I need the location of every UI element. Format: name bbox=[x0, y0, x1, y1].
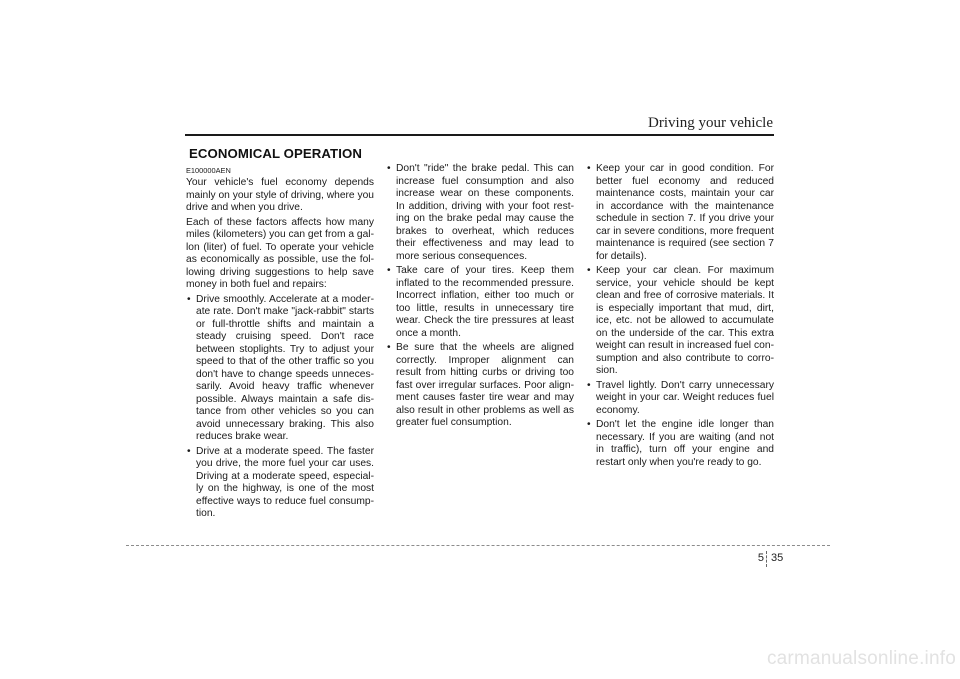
paragraph: Your vehicle's fuel economy depends mainly on your style of driving, where you drive and when you drive. bbox=[186, 177, 375, 213]
column-3 bbox=[586, 163, 774, 471]
tips-list bbox=[586, 163, 774, 469]
list-item: • Take care of your tires. Keep them inflated to the recommended pressure. Incorrect inflation, either too much or too little, results in unnecessary tire wear. Check the tire pressures at least once a month. bbox=[386, 265, 574, 340]
section-code: E100000AEN bbox=[186, 166, 231, 175]
tips-list bbox=[386, 163, 574, 430]
list-item: • Drive at a moderate speed. The faster you drive, the more fuel your car uses. Driving at a moderate speed, especial-ly on the highway, is one of the most effective ways to reduce fuel consump-tion. bbox=[186, 446, 374, 521]
list-item: • Keep your car clean. For maximum service, your vehicle should be kept clean and free of corrosive materials. It is especially important that mud, dirt, ice, etc. not be allowed to accumulate on the underside of the car. This extra weight can result in increased fuel con-sumption and also contribute to corro-sion. bbox=[586, 265, 774, 378]
column-2 bbox=[386, 163, 574, 432]
header-rule bbox=[185, 134, 774, 136]
paragraph: Each of these factors affects how many miles (kilometers) you can get from a gal-lon (liter) of fuel. To operate your vehicle as economically as possible, use the fol-lowing driving suggestions to help save money in both fuel and repairs: bbox=[186, 216, 374, 290]
list-item: • Be sure that the wheels are aligned correctly. Improper alignment can result from hitting curbs or driving too fast over irregular surfaces. Poor align-ment causes faster tire wear and may also result in other problems as well as greater fuel consumption. bbox=[386, 342, 574, 430]
tips-list bbox=[186, 294, 374, 521]
list-item: • Drive smoothly. Accelerate at a moder-ate rate. Don't make "jack-rabbit" starts or full-throttle shifts and maintain a steady cruising speed. Don't race between stoplights. Try to adjust your speed to that of the other traffic so you don't have to change speeds unneces-sarily. Avoid heavy traffic whenever possible. Always maintain a safe dis-tance from other vehicles so you can avoid unnecessary braking. This also reduces brake wear. bbox=[186, 294, 374, 444]
watermark: carmanualsonline.info bbox=[766, 648, 956, 669]
header-title: Driving your vehicle bbox=[648, 115, 773, 131]
footer-separator bbox=[766, 551, 767, 567]
list-item: • Don't "ride" the brake pedal. This can increase fuel consumption and also increase wear on these components. In addition, driving with your foot rest-ing on the brake pedal may cause the brakes to overheat, which reduces their effectiveness and may lead to more serious consequences. bbox=[386, 163, 574, 263]
section-number: 5 bbox=[757, 552, 764, 564]
list-item: • Keep your car in good condition. For better fuel economy and reduced maintenance costs, maintain your car in accordance with the maintenance schedule in section 7. If you drive your car in severe conditions, more frequent maintenance is required (see section 7 for details). bbox=[586, 163, 774, 263]
column-1 bbox=[186, 163, 374, 523]
list-item: • Travel lightly. Don't carry unnecessary weight in your car. Weight reduces fuel economy. bbox=[586, 380, 774, 418]
list-item: • Don't let the engine idle longer than necessary. If you are waiting (and not in traffic), turn off your engine and restart only when you're ready to go. bbox=[586, 419, 774, 469]
section-title: ECONOMICAL OPERATION bbox=[189, 146, 362, 161]
footer-rule bbox=[126, 545, 830, 546]
page-number: 35 bbox=[771, 552, 784, 564]
